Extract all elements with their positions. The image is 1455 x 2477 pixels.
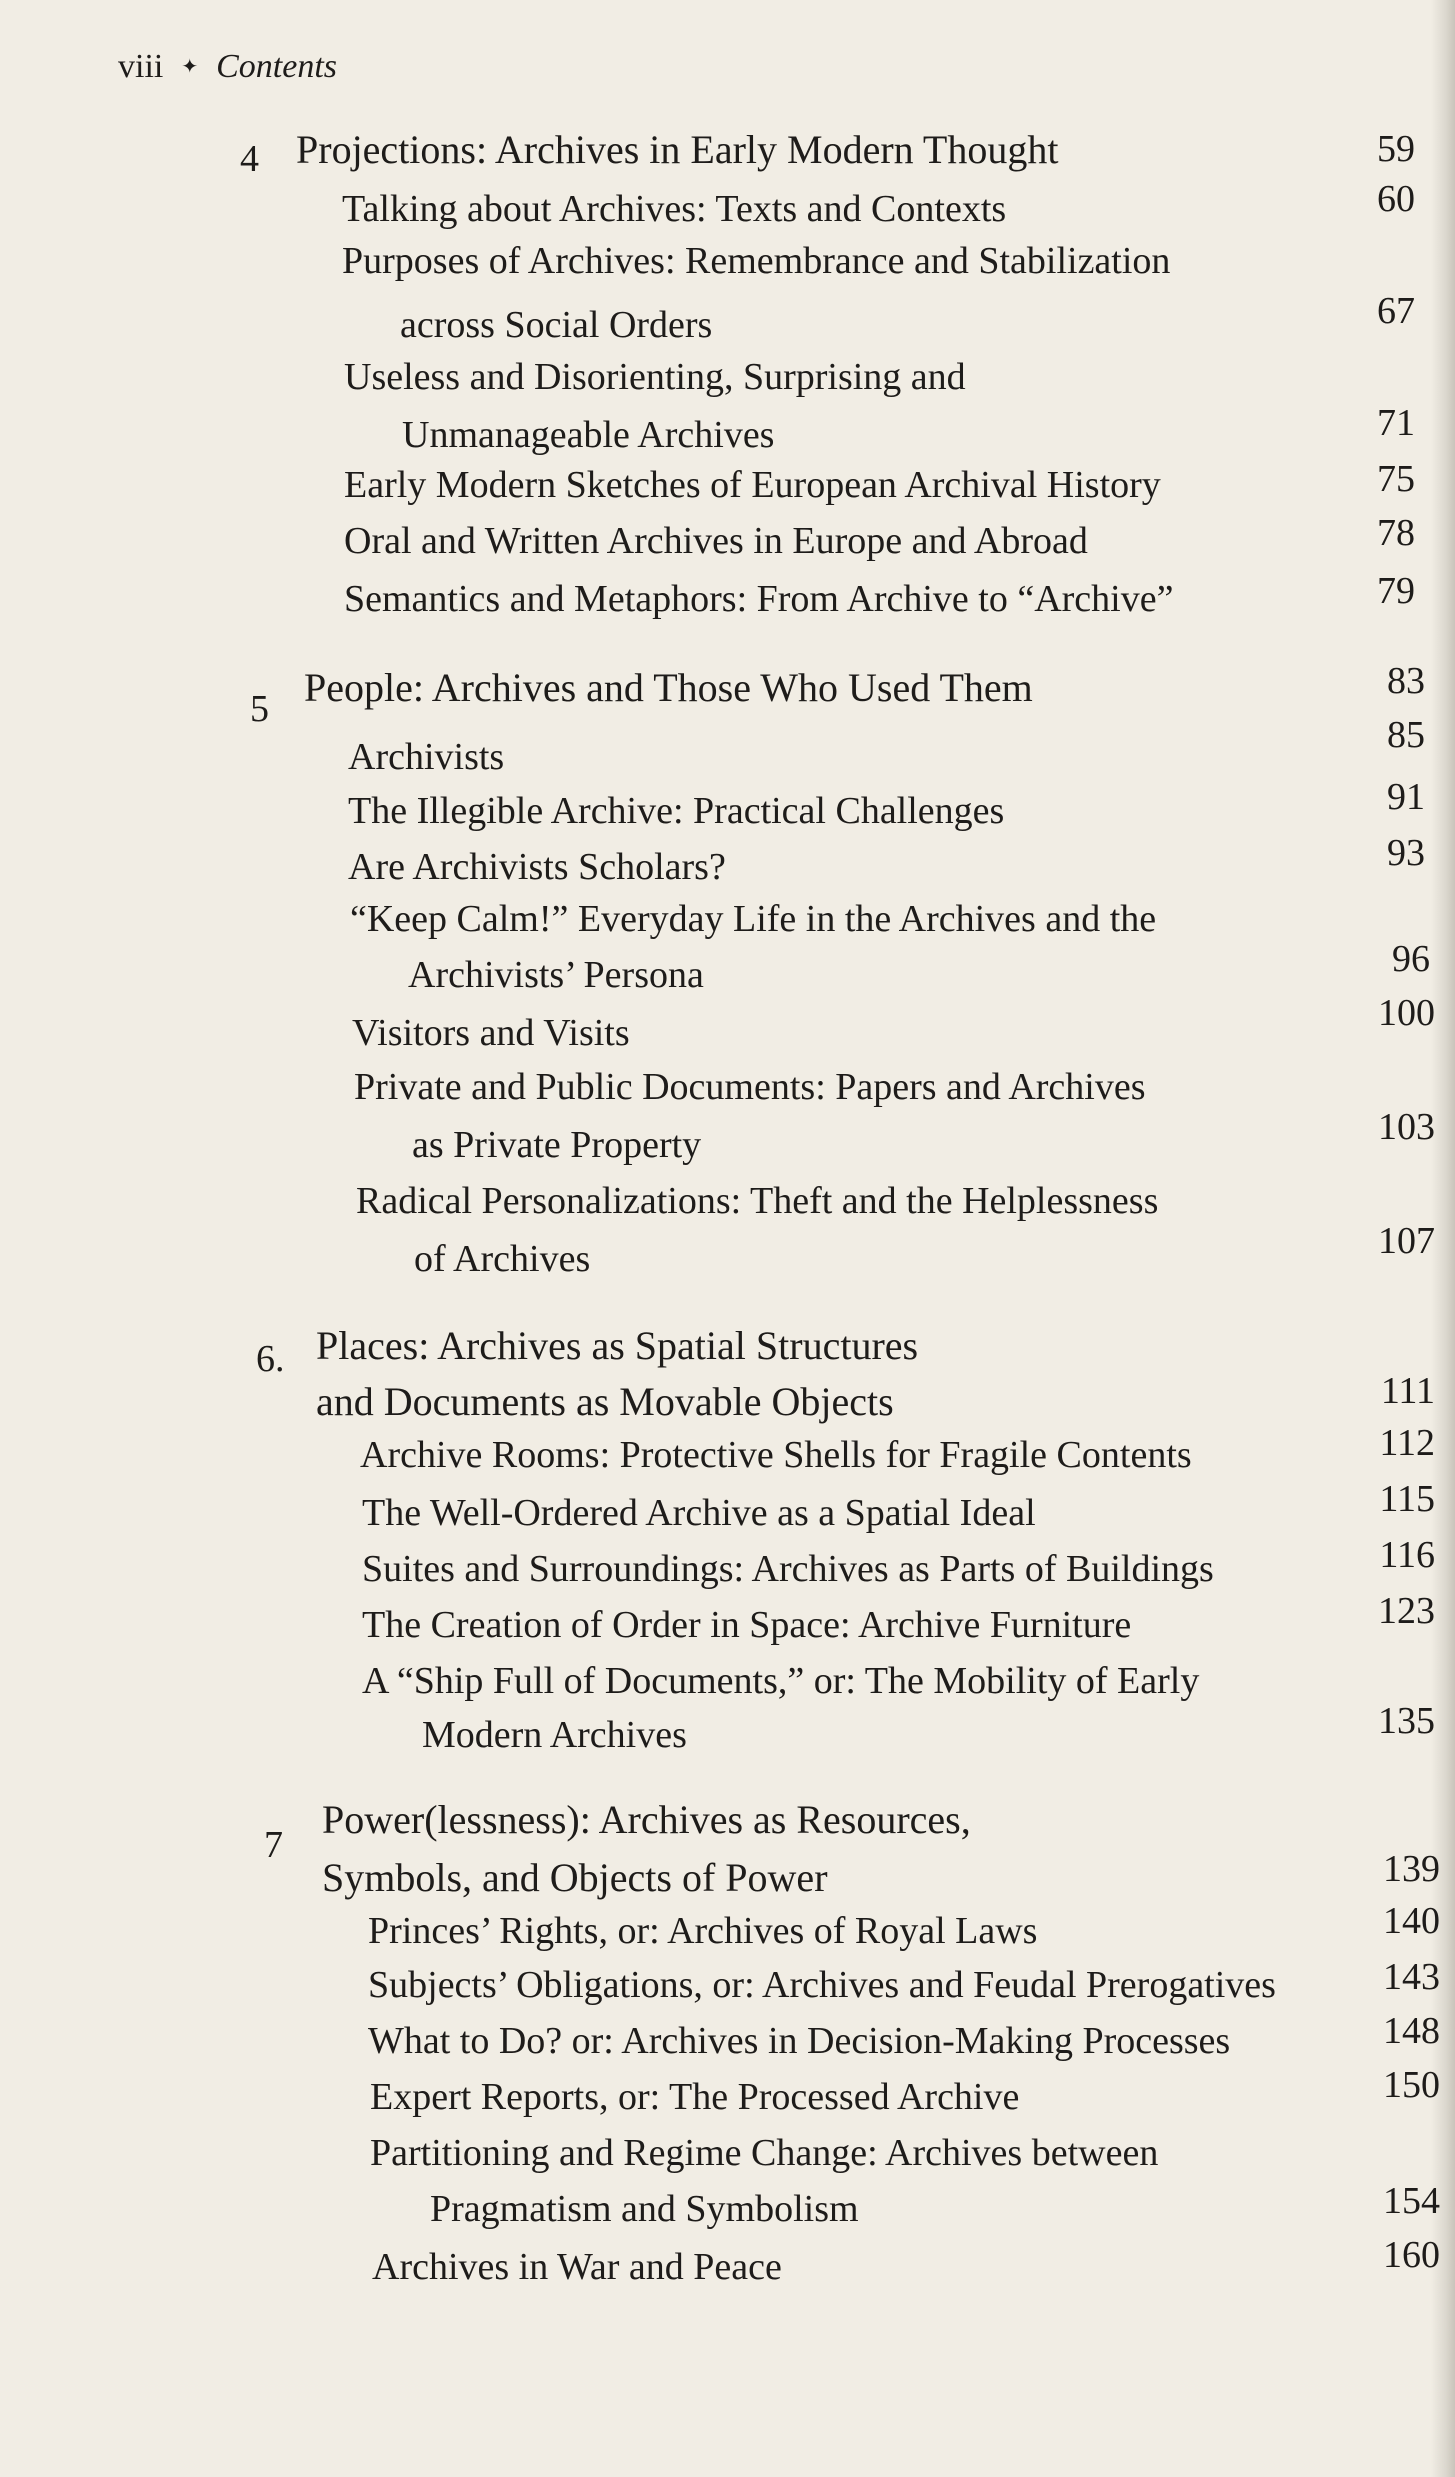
section-title: Early Modern Sketches of European Archival History xyxy=(344,464,1161,506)
chapter-title-continued: Symbols, and Objects of Power xyxy=(322,1855,828,1900)
chapter-title: Places: Archives as Spatial Structures xyxy=(316,1323,919,1368)
chapter-number: 5 xyxy=(250,688,269,730)
section-page: 112 xyxy=(1379,1422,1435,1464)
section-page: 150 xyxy=(1383,2064,1440,2106)
running-head xyxy=(118,48,337,86)
section-title: What to Do? or: Archives in Decision-Making Processes xyxy=(368,2020,1231,2062)
section-page: 78 xyxy=(1377,512,1415,554)
section-page: 143 xyxy=(1383,1956,1440,1998)
chapter-number: 4 xyxy=(240,138,259,180)
chapter-title-continued: and Documents as Movable Objects xyxy=(316,1379,894,1424)
section-title: Expert Reports, or: The Processed Archive xyxy=(370,2076,1020,2118)
section-title: “Keep Calm!” Everyday Life in the Archives and the xyxy=(350,898,1157,940)
section-title: Archives in War and Peace xyxy=(372,2246,782,2288)
section-title: Useless and Disorienting, Surprising and xyxy=(344,356,966,398)
section-title-continued: Modern Archives xyxy=(422,1714,687,1756)
section-title: The Illegible Archive: Practical Challenges xyxy=(348,790,1005,832)
section-title-continued: Pragmatism and Symbolism xyxy=(430,2188,859,2230)
chapter-title: Projections: Archives in Early Modern Thought xyxy=(296,127,1059,172)
section-page: 71 xyxy=(1377,402,1415,444)
section-title: Subjects’ Obligations, or: Archives and Feudal Prerogatives xyxy=(368,1964,1276,2006)
section-title: A “Ship Full of Documents,” or: The Mobility of Early xyxy=(362,1660,1200,1702)
section-page: 135 xyxy=(1378,1700,1435,1742)
ornament-separator-icon: ✦ xyxy=(181,56,199,78)
section-title-continued: of Archives xyxy=(414,1238,591,1280)
section-title-continued: across Social Orders xyxy=(400,304,713,346)
section-title: Purposes of Archives: Remembrance and Stabilization xyxy=(342,240,1171,282)
section-title: Archivists xyxy=(348,736,505,778)
section-title-continued: as Private Property xyxy=(412,1124,702,1166)
section-title: The Creation of Order in Space: Archive Furniture xyxy=(362,1604,1132,1646)
section-title: Suites and Surroundings: Archives as Parts of Buildings xyxy=(362,1548,1214,1590)
section-title: Are Archivists Scholars? xyxy=(348,846,726,888)
section-title: Private and Public Documents: Papers and Archives xyxy=(354,1066,1146,1108)
section-title: Archive Rooms: Protective Shells for Fragile Contents xyxy=(360,1434,1192,1476)
section-page: 115 xyxy=(1379,1478,1435,1520)
section-page: 75 xyxy=(1377,458,1415,500)
chapter-title: People: Archives and Those Who Used Them xyxy=(304,665,1033,710)
chapter-number: 7 xyxy=(264,1824,283,1866)
section-page: 148 xyxy=(1383,2010,1440,2052)
section-title: Talking about Archives: Texts and Contexts xyxy=(342,188,1007,230)
chapter-page: 111 xyxy=(1380,1370,1435,1412)
section-title-continued: Archivists’ Persona xyxy=(408,954,704,996)
chapter-title: Power(lessness): Archives as Resources, xyxy=(322,1797,971,1842)
section-page: 91 xyxy=(1387,776,1425,818)
section-title: Partitioning and Regime Change: Archives between xyxy=(370,2132,1159,2174)
section-page: 140 xyxy=(1383,1900,1440,1942)
page-folio: viii xyxy=(118,48,164,85)
chapter-number: 6. xyxy=(256,1338,285,1380)
section-page: 116 xyxy=(1379,1534,1435,1576)
section-title: The Well-Ordered Archive as a Spatial Ideal xyxy=(362,1492,1036,1534)
section-page: 107 xyxy=(1378,1220,1435,1262)
section-page: 60 xyxy=(1377,178,1415,220)
chapter-page: 139 xyxy=(1383,1848,1440,1890)
section-page: 160 xyxy=(1383,2234,1440,2276)
section-title: Semantics and Metaphors: From Archive to “Archive” xyxy=(344,578,1174,620)
section-title: Princes’ Rights, or: Archives of Royal Laws xyxy=(368,1910,1038,1952)
section-page: 67 xyxy=(1377,290,1415,332)
chapter-page: 59 xyxy=(1377,128,1415,170)
chapter-page: 83 xyxy=(1387,660,1425,702)
section-title: Visitors and Visits xyxy=(352,1012,630,1054)
section-page: 79 xyxy=(1377,570,1415,612)
section-page: 154 xyxy=(1383,2180,1440,2222)
section-page: 123 xyxy=(1378,1590,1435,1632)
section-title-continued: Unmanageable Archives xyxy=(402,414,775,456)
section-page: 93 xyxy=(1387,832,1425,874)
running-head-title: Contents xyxy=(216,48,338,85)
section-title: Oral and Written Archives in Europe and Abroad xyxy=(344,520,1088,562)
section-page: 85 xyxy=(1387,714,1425,756)
section-page: 100 xyxy=(1378,992,1435,1034)
section-page: 103 xyxy=(1378,1106,1435,1148)
section-title: Radical Personalizations: Theft and the Helplessness xyxy=(356,1180,1159,1222)
section-page: 96 xyxy=(1392,938,1430,980)
